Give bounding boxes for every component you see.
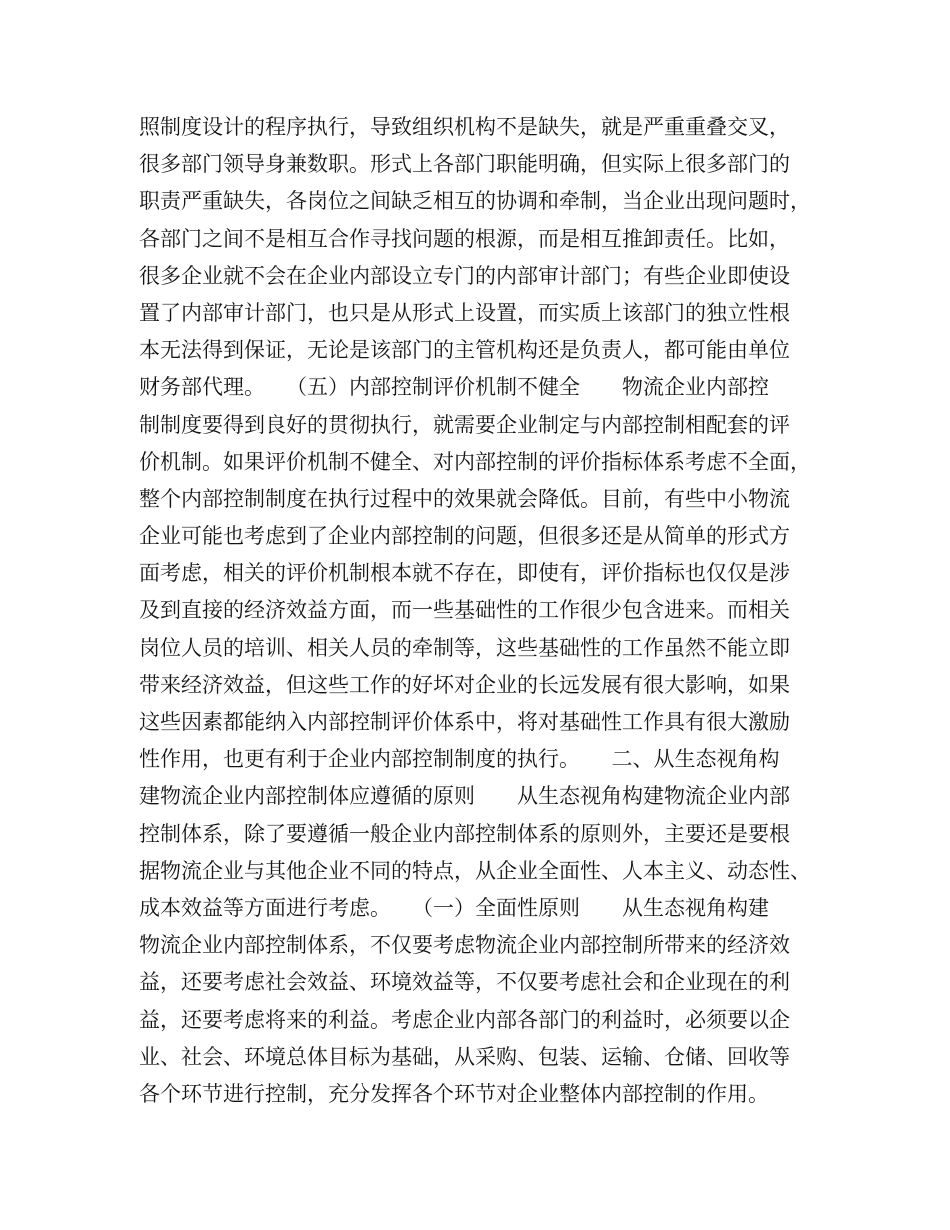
text-line: 建物流企业内部控制体应遵循的原则 从生态视角构建物流企业内部 — [139, 784, 790, 809]
text-line: 物流企业内部控制体系，不仅要考虑物流企业内部控制所带来的经济效 — [139, 933, 790, 958]
text-line: 面考虑，相关的评价机制根本就不存在，即使有，评价指标也仅仅是涉 — [139, 561, 790, 586]
text-line: 岗位人员的培训、相关人员的牵制等，这些基础性的工作虽然不能立即 — [139, 635, 790, 660]
text-line: 本无法得到保证，无论是该部门的主管机构还是负责人，都可能由单位 — [139, 338, 790, 363]
text-line: 置了内部审计部门，也只是从形式上设置，而实质上该部门的独立性根 — [139, 300, 790, 325]
text-line: 职责严重缺失，各岗位之间缺乏相互的协调和牵制，当企业出现问题时， — [139, 189, 811, 214]
text-line: 很多企业就不会在企业内部设立专门的内部审计部门；有些企业即使设 — [139, 263, 790, 288]
text-line: 性作用，也更有利于企业内部控制制度的执行。 二、从生态视角构 — [139, 747, 780, 772]
text-line: 益，还要考虑将来的利益。考虑企业内部各部门的利益时，必须要以企 — [139, 1007, 790, 1032]
text-line: 各部门之间不是相互合作寻找问题的根源，而是相互推卸责任。比如， — [139, 226, 790, 251]
text-line: 企业可能也考虑到了企业内部控制的问题，但很多还是从简单的形式方 — [139, 524, 790, 549]
text-line: 据物流企业与其他企业不同的特点，从企业全面性、人本主义、动态性、 — [139, 858, 811, 883]
text-line: 照制度设计的程序执行，导致组织机构不是缺失，就是严重重叠交叉， — [139, 115, 790, 139]
text-line: 带来经济效益，但这些工作的好坏对企业的长远发展有很大影响，如果 — [139, 672, 790, 697]
text-line: 控制体系，除了要遵循一般企业内部控制体系的原则外，主要还是要根 — [139, 821, 790, 846]
text-line: 制制度要得到良好的贯彻执行，就需要企业制定与内部控制相配套的评 — [139, 412, 790, 437]
text-line: 很多部门领导身兼数职。形式上各部门职能明确，但实际上很多部门的 — [139, 152, 790, 177]
text-line: 财务部代理。 （五）内部控制评价机制不健全 物流企业内部控 — [139, 375, 769, 400]
text-line: 业、社会、环境总体目标为基础，从采购、包装、运输、仓储、回收等 — [139, 1044, 790, 1069]
text-line: 成本效益等方面进行考虑。 （一）全面性原则 从生态视角构建 — [139, 895, 769, 920]
text-line: 各个环节进行控制，充分发挥各个环节对企业整体内部控制的作用。 — [139, 1081, 769, 1106]
text-line: 价机制。如果评价机制不健全、对内部控制的评价指标体系考虑不全面， — [139, 449, 811, 474]
text-line: 这些因素都能纳入内部控制评价体系中，将对基础性工作具有很大激励 — [139, 710, 790, 734]
text-line: 及到直接的经济效益方面，而一些基础性的工作很少包含进来。而相关 — [139, 598, 790, 623]
text-line: 益，还要考虑社会效益、环境效益等，不仅要考虑社会和企业现在的利 — [139, 970, 790, 995]
body-text — [139, 109, 829, 1113]
text-line: 整个内部控制制度在执行过程中的效果就会降低。目前，有些中小物流 — [139, 486, 790, 511]
